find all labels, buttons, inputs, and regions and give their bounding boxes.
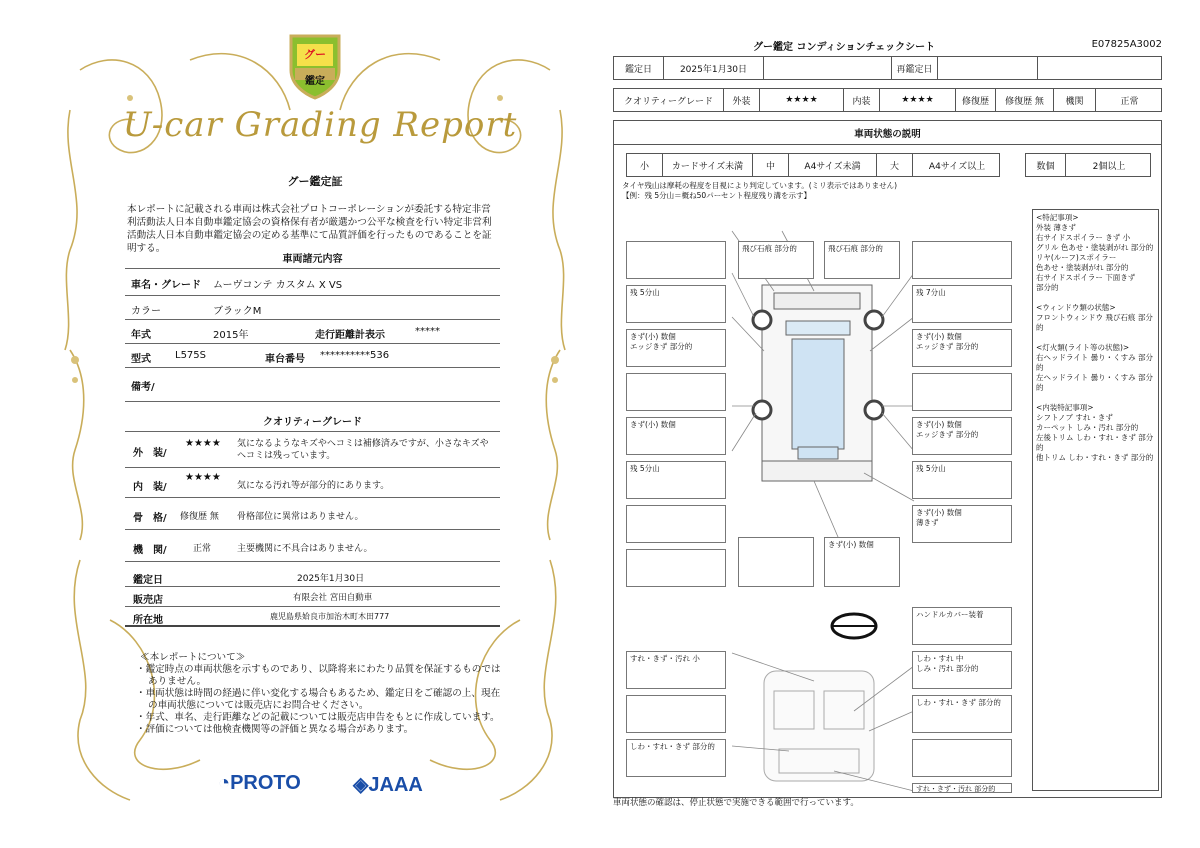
count-label: 数個 <box>1026 154 1066 176</box>
size-small-text: カードサイズ未満 <box>663 154 753 176</box>
engine-text: 主要機関に不具合はありません。 <box>237 544 373 554</box>
ext-stars: ★★★★ <box>760 89 844 111</box>
exterior-text: 気になるようなキズやヘコミは補修済みですが、小さなキズやヘコミは残っています。 <box>237 439 489 461</box>
count-legend <box>1025 153 1151 177</box>
address-row <box>125 607 500 627</box>
interior-box: しわ・すれ 中 しみ・汚れ 部分的 <box>912 651 1012 689</box>
note-item: ・車両状態は時間の経過に伴い変化する場合もあるため、鑑定日をご確認の上、現在の車両状態については販売店にお問合せください。 <box>136 688 501 711</box>
frame-row <box>125 498 500 530</box>
date-row <box>125 565 500 587</box>
engine-value: 正常 <box>1120 96 1139 107</box>
notes-title: ≪本レポートについて≫ <box>140 652 246 663</box>
interior-text: 気になる汚れ等が部分的にあります。 <box>237 481 390 491</box>
address-label: 所在地 <box>133 615 163 626</box>
damage-box <box>626 505 726 543</box>
note-item: ・年式、車名、走行距離などの記載については販売店申告をもとに作成しています。 <box>136 712 500 723</box>
certificate-title: グー鑑定証 <box>287 175 343 188</box>
badge-line1: グー <box>304 48 326 61</box>
jaaa-mark-icon: ◈ <box>353 774 369 796</box>
grade-table <box>613 88 1162 112</box>
car-name-value: ムーヴコンテ カスタム X VS <box>213 280 343 291</box>
damage-box: 飛び石痕 部分的 <box>824 241 900 279</box>
dealer-label: 販売店 <box>133 595 163 606</box>
interior-box: ハンドルカバー装着 <box>912 607 1012 645</box>
blank-cell <box>764 57 892 79</box>
count-text: 2個以上 <box>1092 161 1126 172</box>
damage-box: 飛び石痕 部分的 <box>738 241 814 279</box>
size-large-label: 大 <box>877 154 913 176</box>
engine-label: 機 関/ <box>133 545 167 556</box>
damage-box <box>626 549 726 587</box>
condition-panel <box>613 120 1162 798</box>
frame-label: 骨 格/ <box>133 513 167 524</box>
divider <box>125 266 500 269</box>
interior-box: すれ・きず・汚れ 部分的 <box>912 783 1012 793</box>
frame-text: 骨格部位に異常はありません。 <box>237 512 364 522</box>
proto-mark-icon: ◔ <box>218 772 231 794</box>
date-table <box>613 56 1162 80</box>
size-large-text: A4サイズ以上 <box>928 161 986 172</box>
engine-label: 機関 <box>1054 89 1096 111</box>
repair-label: 修復歴 <box>956 89 996 111</box>
model-row <box>125 344 500 368</box>
date-label: 鑑定日 <box>133 575 163 586</box>
interior-box: すれ・きず・汚れ 小 <box>626 651 726 689</box>
color-label: カラー <box>131 306 161 317</box>
reinspect-value <box>938 57 1038 79</box>
dealer-value: 有限会社 宮田自動車 <box>293 593 373 603</box>
quality-section-title: クオリティーグレード <box>263 417 362 428</box>
interior-box: しわ・すれ・きず 部分的 <box>626 739 726 777</box>
ext-label: 外装 <box>724 89 760 111</box>
tire-box: 残 5分山 <box>626 461 726 499</box>
reinspect-label: 再鑑定日 <box>892 57 938 79</box>
year-value: 2015年 <box>213 330 249 341</box>
model-value: L575S <box>175 350 207 361</box>
interior-box <box>912 739 1012 777</box>
remarks-label: 備考/ <box>131 382 155 393</box>
proto-logo: ◔PROTO <box>218 772 301 794</box>
damage-box: きず(小) 数個 <box>626 417 726 455</box>
damage-box <box>626 373 726 411</box>
damage-box <box>912 241 1012 279</box>
steering-wheel-icon <box>832 614 876 638</box>
damage-box <box>738 537 814 587</box>
spec-section-title: 車両諸元内容 <box>282 254 343 265</box>
explain-title: 車両状態の説明 <box>614 121 1161 145</box>
address-value: 鹿児島県姶良市加治木町木田777 <box>270 612 390 621</box>
report-title: U-car Grading Report <box>122 105 518 145</box>
size-small-label: 小 <box>627 154 663 176</box>
tire-box: 残 5分山 <box>626 285 726 323</box>
note-item: ・評価については他検査機関等の評価と異なる場合があります。 <box>136 724 414 735</box>
chassis-value: **********536 <box>320 350 390 361</box>
chassis-label: 車台番号 <box>265 354 305 365</box>
year-row <box>125 320 500 344</box>
engine-value: 正常 <box>193 544 212 554</box>
exterior-label: 外 装/ <box>133 448 167 459</box>
damage-box <box>912 373 1012 411</box>
badge-line2: 鑑定 <box>305 76 325 87</box>
sheet-title: グー鑑定 コンディションチェックシート <box>753 42 936 53</box>
report-notes <box>136 652 506 736</box>
car-name-row <box>125 270 500 296</box>
tire-note-2: 【例：残 5分山＝概ね50パーセント程度残り溝を示す】 <box>622 191 812 200</box>
inspect-date-label: 鑑定日 <box>614 57 664 79</box>
color-row <box>125 296 500 320</box>
jaaa-logo: ◈JAAA <box>353 774 423 796</box>
interior-row <box>125 468 500 498</box>
grading-certificate <box>40 20 590 830</box>
date-value: 2025年1月30日 <box>297 574 365 584</box>
interior-label: 内 装/ <box>133 482 167 493</box>
damage-box <box>626 241 726 279</box>
interior-stars: ★★★★ <box>185 472 221 483</box>
exterior-stars: ★★★★ <box>185 438 221 449</box>
interior-box <box>626 695 726 733</box>
sheet-id: E07825A3002 <box>1091 39 1162 50</box>
special-notes: <特記事項> 外装 薄きず 右サイドスポイラー きず 小 グリル 色あせ・塗装剥がれ 部分的 リヤ(ルーフ)スポイラー 色あせ・塗装剥がれ 部分的 右サイドスポイラー 下面きず 部分的 <ウィンドウ類の状態> フロントウィンドウ 飛び石痕 部分的 <灯火類(ライト等の状態)> 右ヘッドライト 曇り・くすみ 部分的 左ヘッドライト 曇り・くすみ 部分的 <内装特記事項> シフトノブ すれ・きず カーペット しみ・汚れ 部分的 左後トリム しわ・すれ・きず 部分的 他トリム しわ・すれ・きず 部分的 <box>1032 209 1159 791</box>
year-label: 年式 <box>131 330 151 341</box>
int-stars: ★★★★ <box>880 89 956 111</box>
tire-box: 残 7分山 <box>912 285 1012 323</box>
note-item: ・鑑定時点の車両状態を示すものであり、以降将来にわたり品質を保証するものではありません。 <box>136 664 501 687</box>
quality-label: クオリティーグレード <box>614 89 724 111</box>
engine-row <box>125 530 500 562</box>
damage-box: きず(小) 数個 エッジきず 部分的 <box>912 329 1012 367</box>
frame-value: 修復歴 無 <box>180 512 219 522</box>
interior-box: しわ・すれ・きず 部分的 <box>912 695 1012 733</box>
tire-note-1: タイヤ残山は摩耗の程度を目視により判定しています。(ミリ表示ではありません) <box>622 181 898 190</box>
sheet-footer: 車両状態の確認は、停止状態で実施できる範囲で行っています。 <box>613 798 859 808</box>
damage-box: きず(小) 数個 <box>824 537 900 587</box>
tire-box: 残 5分山 <box>912 461 1012 499</box>
goo-appraisal-badge <box>285 30 345 100</box>
damage-box: きず(小) 数個 エッジきず 部分的 <box>626 329 726 367</box>
repair-value: 修復歴 無 <box>996 89 1054 111</box>
damage-box: きず(小) 数個 エッジきず 部分的 <box>912 417 1012 455</box>
remarks-row <box>125 368 500 402</box>
color-value: ブラックM <box>213 306 262 317</box>
car-name-label: 車名・グレード <box>131 280 201 291</box>
inspect-date-value: 2025年1月30日 <box>664 57 764 79</box>
size-mid-text: A4サイズ未満 <box>789 154 877 176</box>
size-mid-label: 中 <box>753 154 789 176</box>
certificate-body: 本レポートに記載される車両は株式会社プロトコーポレーションが委託する特定非営利活動法人日本自動車鑑定協会の資格保有者が厳選かつ公平な検査を行い特定非営利活動法人日本自動車鑑定協会の定める基準にて品質評価を行ったものであることを証明する。 <box>127 204 492 254</box>
dealer-row <box>125 587 500 607</box>
int-label: 内装 <box>844 89 880 111</box>
logos <box>218 772 458 802</box>
condition-check-sheet <box>605 32 1170 822</box>
model-label: 型式 <box>131 354 151 365</box>
mileage-value: ***** <box>415 326 440 337</box>
exterior-row <box>125 432 500 468</box>
mileage-label: 走行距離計表示 <box>315 330 385 341</box>
shield-icon <box>285 30 345 100</box>
damage-box: きず(小) 数個 薄きず <box>912 505 1012 543</box>
